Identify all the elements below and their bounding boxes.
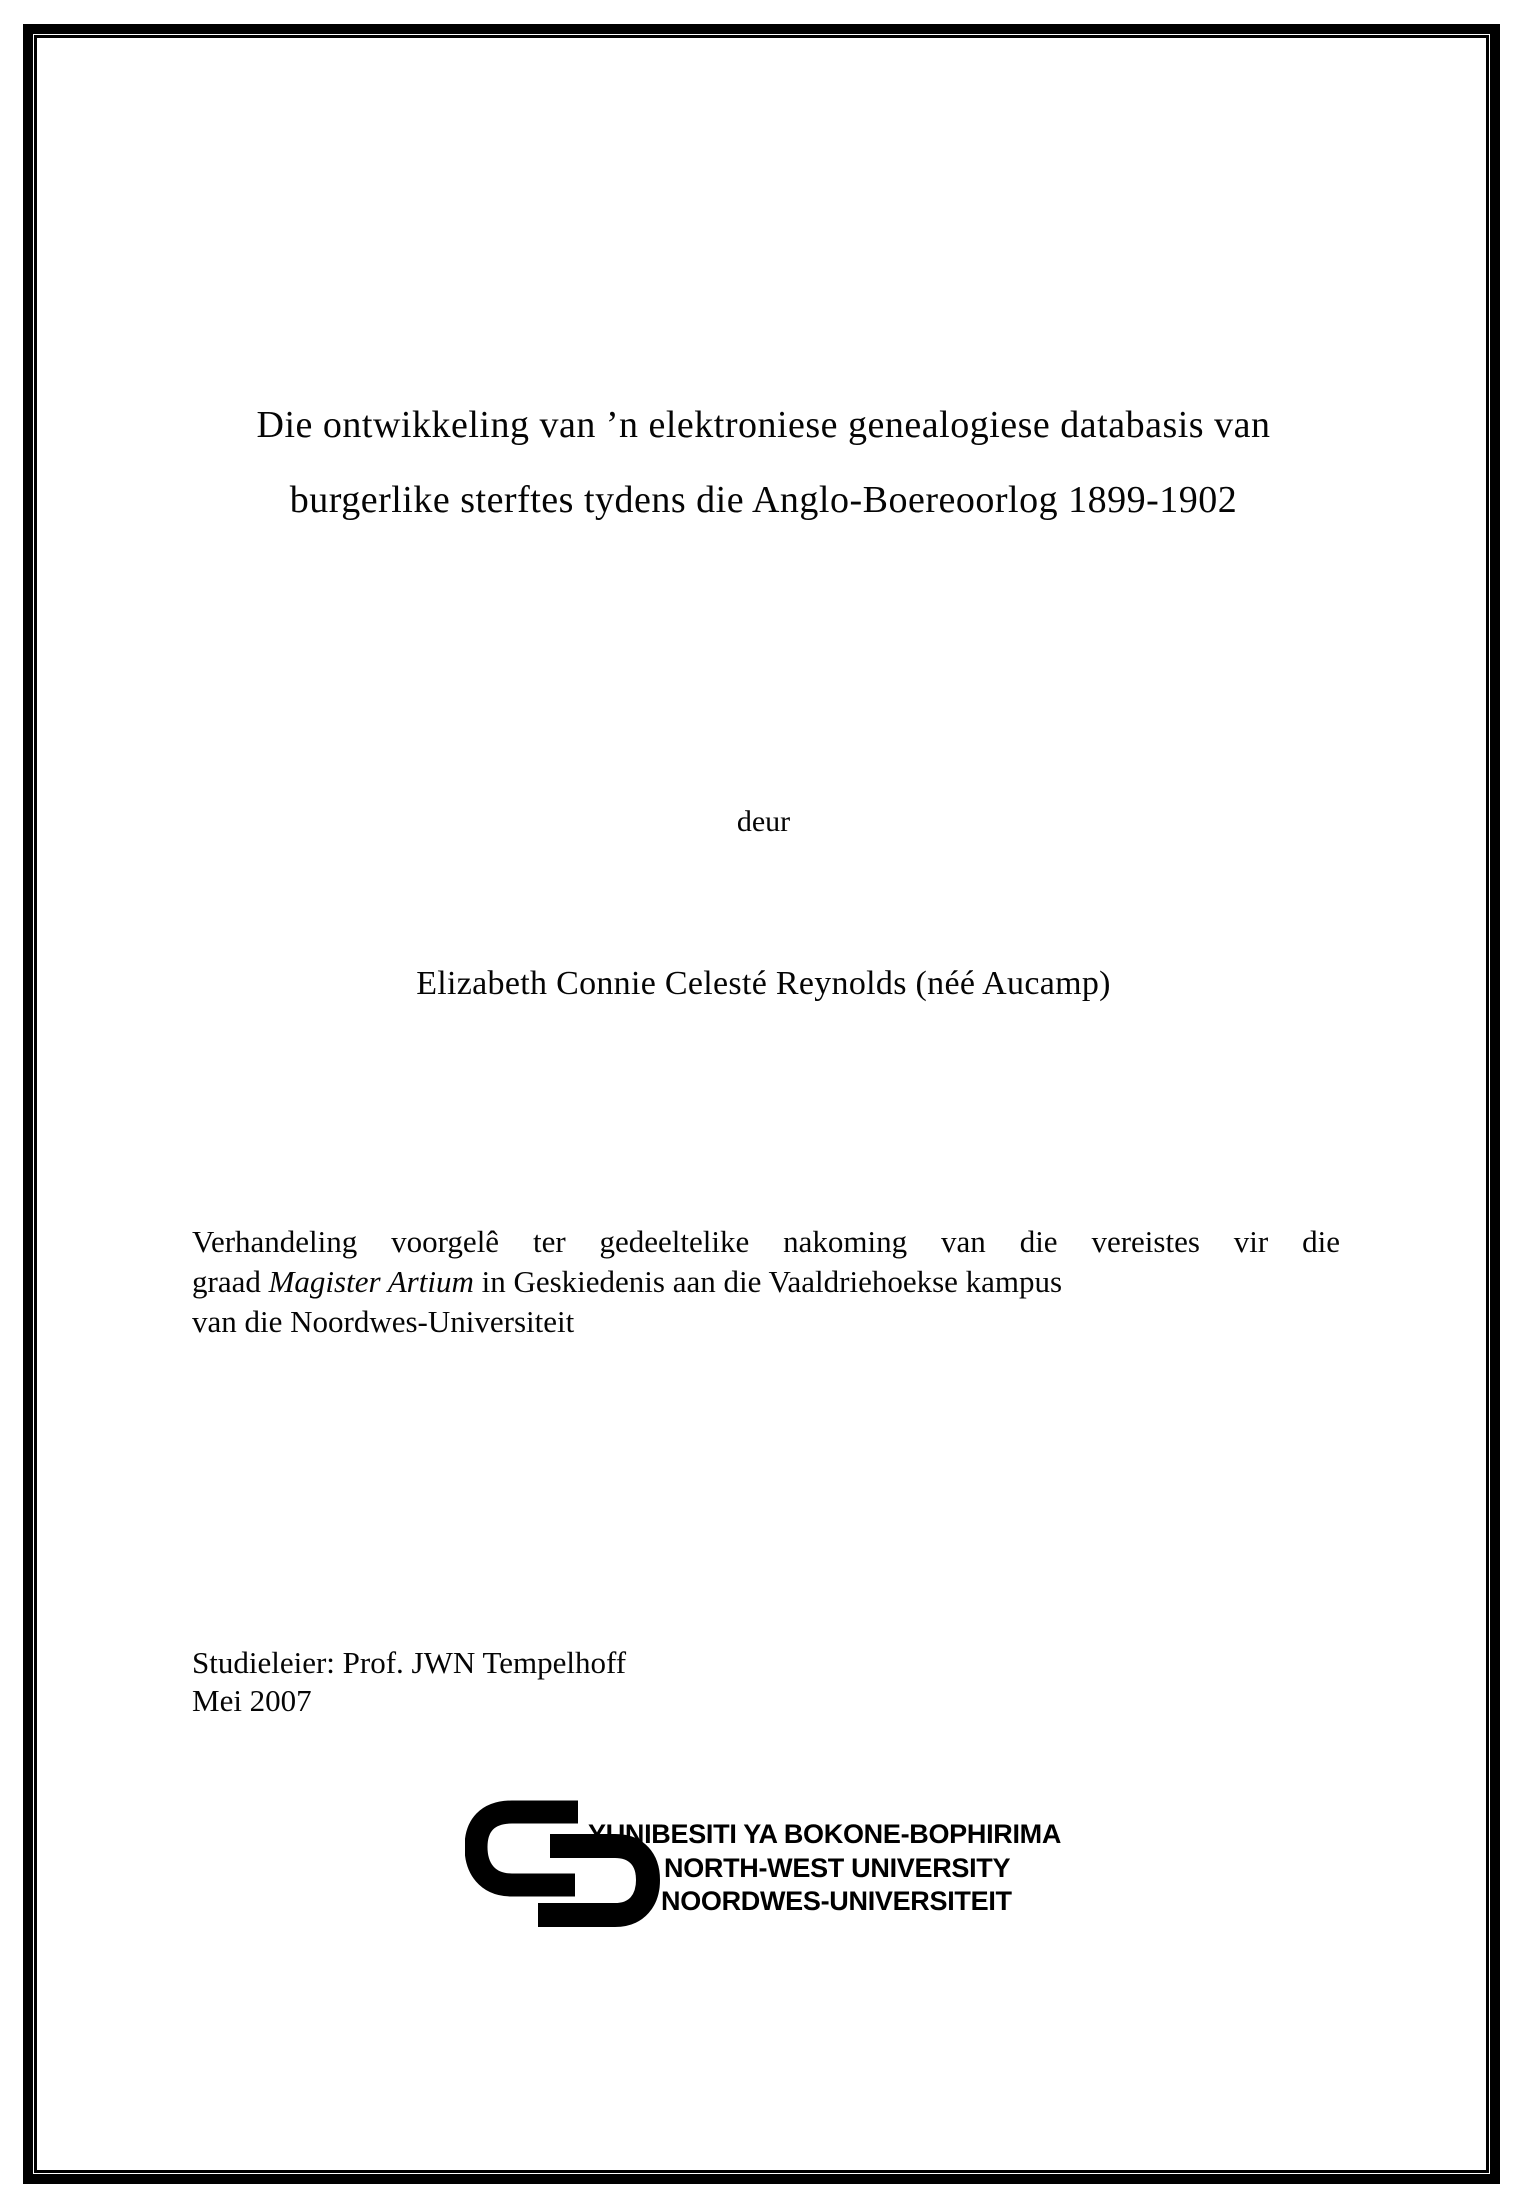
date-line: Mei 2007	[192, 1683, 312, 1718]
degree-statement-line1: Verhandeling voorgelê ter gedeeltelike nakoming van die vereistes vir die	[192, 1224, 1340, 1259]
logo-wordmark-setswana: YUNIBESITI YA BOKONE-BOPHIRIMA	[588, 1819, 1062, 1849]
supervisor-block	[192, 1644, 626, 1720]
logo-wordmark-english: NORTH-WEST UNIVERSITY	[664, 1853, 1011, 1883]
degree-statement	[192, 1222, 1340, 1342]
byline-deur: deur	[736, 805, 791, 838]
supervisor-line: Studieleier: Prof. JWN Tempelhoff	[192, 1645, 627, 1680]
logo-wordmark-afrikaans: NOORDWES-UNIVERSITEIT	[661, 1886, 1012, 1916]
author-name: Elizabeth Connie Celesté Reynolds (néé Aucamp)	[416, 965, 1111, 1002]
degree-statement-line2-prefix: graad	[192, 1264, 269, 1299]
degree-statement-line2-suffix: in Geskiedenis aan die Vaaldriehoekse kampus	[473, 1264, 1063, 1299]
degree-name-italic: Magister Artium	[268, 1264, 474, 1299]
thesis-title-line1: Die ontwikkeling van ’n elektroniese genealogiese databasis van	[256, 404, 1271, 446]
thesis-title	[0, 388, 1527, 538]
degree-statement-line2	[192, 1262, 1340, 1302]
degree-statement-line3: van die Noordwes-Universiteit	[192, 1304, 575, 1339]
thesis-title-line2: burgerlike sterftes tydens die Anglo-Boereoorlog 1899-1902	[289, 479, 1238, 521]
